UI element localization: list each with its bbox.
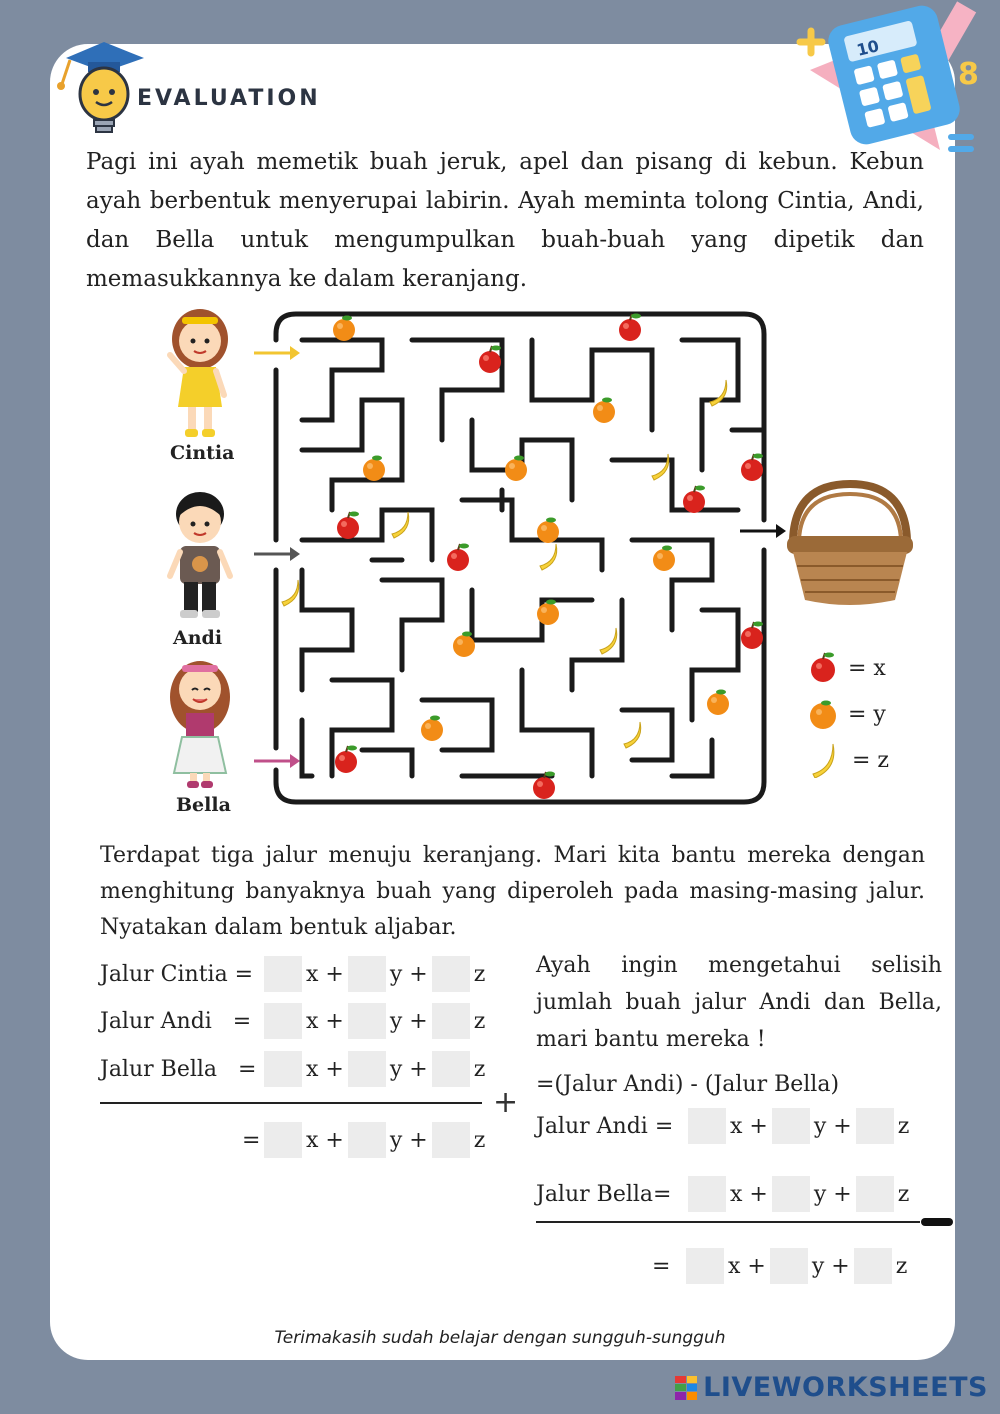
answer-box-x[interactable]: [688, 1176, 726, 1212]
var-y: y +: [389, 1056, 428, 1082]
answer-box-z[interactable]: [856, 1108, 894, 1144]
liveworksheets-brand-text: LIVEWORKSHEETS: [703, 1372, 988, 1403]
legend-orange: [808, 698, 886, 730]
answer-box-x[interactable]: [264, 956, 302, 992]
answer-box-y[interactable]: [348, 1051, 386, 1087]
equation-label: =: [652, 1253, 671, 1279]
answer-box-z[interactable]: [854, 1248, 892, 1284]
answer-box-x[interactable]: [264, 1122, 302, 1158]
character-name-cintia: Cintia: [170, 442, 235, 464]
minus-sign-icon: [921, 1218, 953, 1226]
instruction-paragraph: Terdapat tiga jalur menuju keranjang. Mari kita bantu mereka dengan menghitung banyaknya buah yang diperoleh pada masing-masing jalur. Nyatakan dalam bentuk aljabar.: [100, 843, 925, 940]
legend-banana: [808, 742, 889, 778]
difference-question-text: Ayah ingin mengetahui selisih jumlah buah jalur Andi dan Bella, mari bantu mereka !: [536, 953, 942, 1052]
var-z: z: [897, 1181, 910, 1207]
answer-box-x[interactable]: [264, 1051, 302, 1087]
legend-apple-label: = x: [848, 655, 886, 681]
answer-box-y[interactable]: [770, 1248, 808, 1284]
answer-box-y[interactable]: [772, 1108, 810, 1144]
answer-box-x[interactable]: [686, 1248, 724, 1284]
orange-icon: [808, 698, 838, 730]
svg-text:10: 10: [854, 36, 881, 60]
liveworksheets-badge-icon: [675, 1376, 697, 1400]
var-y: y +: [811, 1253, 850, 1279]
bella-character-icon: [160, 655, 240, 795]
answer-box-y[interactable]: [772, 1176, 810, 1212]
var-y: y +: [389, 961, 428, 987]
character-name-andi: Andi: [173, 627, 223, 649]
var-z: z: [473, 961, 486, 987]
legend-orange-label: = y: [848, 701, 886, 727]
character-name-bella: Bella: [176, 794, 231, 816]
andi-character-icon: [160, 486, 240, 626]
var-x: x +: [306, 1008, 344, 1034]
var-y: y +: [389, 1127, 428, 1153]
var-x: x +: [306, 1127, 344, 1153]
answer-box-y[interactable]: [348, 1003, 386, 1039]
equation-label: Jalur Bella=: [536, 1181, 672, 1207]
var-z: z: [897, 1113, 910, 1139]
var-y: y +: [813, 1181, 852, 1207]
answer-box-z[interactable]: [432, 1003, 470, 1039]
equation-row-andi: [100, 1001, 485, 1041]
equation-row-bella-right: [536, 1174, 909, 1214]
equation-row-sum: [242, 1120, 485, 1160]
answer-box-z[interactable]: [432, 956, 470, 992]
equation-label: Jalur Bella =: [100, 1056, 257, 1082]
apple-icon: [808, 652, 838, 684]
equation-row-andi-right: [536, 1106, 909, 1146]
banana-icon: [808, 742, 838, 778]
answer-box-z[interactable]: [432, 1051, 470, 1087]
liveworksheets-logo[interactable]: [675, 1372, 988, 1403]
fruit-maze[interactable]: [272, 310, 768, 806]
equation-label: Jalur Andi =: [100, 1008, 252, 1034]
var-z: z: [473, 1056, 486, 1082]
answer-box-x[interactable]: [688, 1108, 726, 1144]
sum-divider-line: [100, 1102, 482, 1104]
answer-box-z[interactable]: [856, 1176, 894, 1212]
var-y: y +: [389, 1008, 428, 1034]
equation-label: Jalur Cintia =: [100, 961, 254, 987]
equation-label: Jalur Andi =: [536, 1113, 674, 1139]
footer-thanks-text: Terimakasih sudah belajar dengan sungguh-sungguh: [274, 1328, 726, 1348]
legend-apple: [808, 652, 886, 684]
var-y: y +: [813, 1113, 852, 1139]
basket-icon: [783, 480, 917, 610]
answer-box-y[interactable]: [348, 1122, 386, 1158]
equation-row-cintia: [100, 954, 485, 994]
var-z: z: [473, 1127, 486, 1153]
answer-box-x[interactable]: [264, 1003, 302, 1039]
svg-text:8: 8: [958, 57, 979, 92]
difference-divider-line: [536, 1221, 920, 1223]
intro-paragraph: Pagi ini ayah memetik buah jeruk, apel dan pisang di kebun. Kebun ayah berbentuk menyerupai labirin. Ayah meminta tolong Cintia, Andi, dan Bella untuk mengumpulkan buah-buah yang dipetik dan memasukkannya ke dalam keranjang.: [86, 149, 924, 292]
answer-box-y[interactable]: [348, 956, 386, 992]
var-x: x +: [306, 1056, 344, 1082]
equation-row-difference: [652, 1246, 907, 1286]
var-x: x +: [730, 1113, 768, 1139]
equation-row-bella: [100, 1049, 485, 1089]
plus-sign: +: [493, 1085, 519, 1120]
var-z: z: [473, 1008, 486, 1034]
var-x: x +: [306, 961, 344, 987]
answer-box-z[interactable]: [432, 1122, 470, 1158]
equation-label: =: [242, 1127, 261, 1153]
cintia-character-icon: [160, 305, 240, 445]
var-x: x +: [728, 1253, 766, 1279]
difference-formula: =(Jalur Andi) - (Jalur Bella): [536, 1072, 840, 1097]
page-title: EVALUATION: [137, 86, 321, 111]
var-x: x +: [730, 1181, 768, 1207]
legend-banana-label: = z: [852, 747, 890, 773]
var-z: z: [895, 1253, 908, 1279]
